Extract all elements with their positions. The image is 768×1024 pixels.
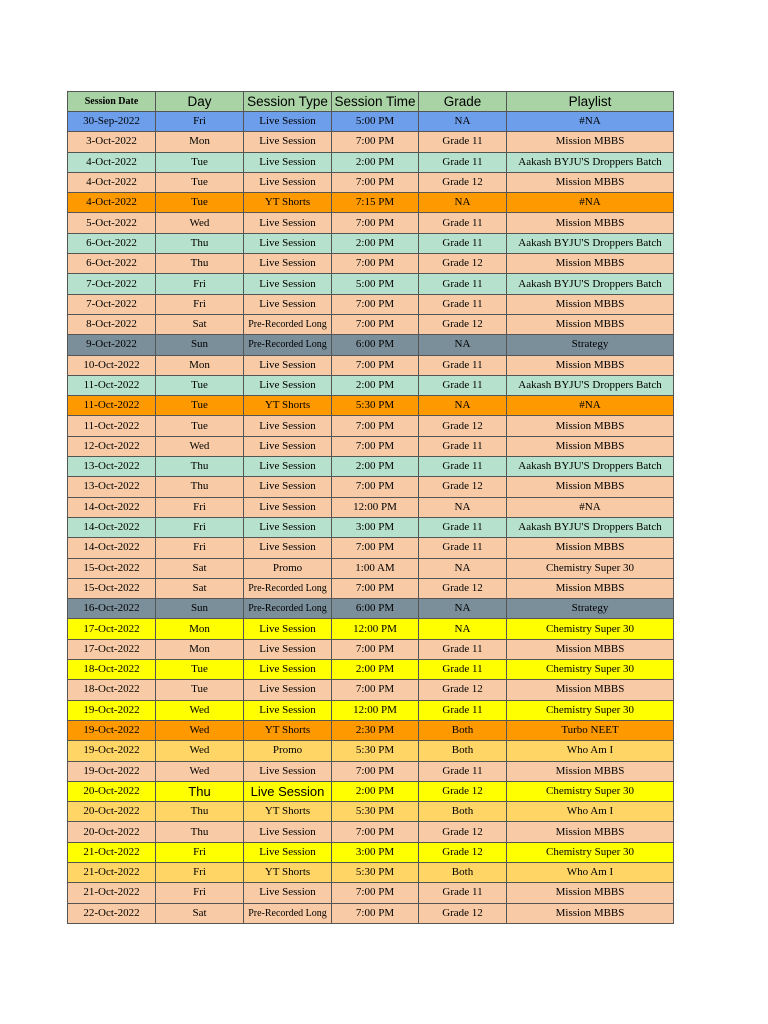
playlist-cell: #NA xyxy=(507,193,674,213)
session-date-cell: 5-Oct-2022 xyxy=(68,213,156,233)
session-date-cell: 17-Oct-2022 xyxy=(68,619,156,639)
session-time-cell: 7:00 PM xyxy=(332,416,419,436)
session-time-cell: 3:00 PM xyxy=(332,517,419,537)
session-time-cell: 6:00 PM xyxy=(332,335,419,355)
grade-cell: Grade 11 xyxy=(419,375,507,395)
session-time-cell: 7:00 PM xyxy=(332,294,419,314)
session-type-cell: Live Session xyxy=(244,375,332,395)
playlist-cell: Strategy xyxy=(507,599,674,619)
table-row xyxy=(68,355,674,375)
session-type-cell: Pre-Recorded Long xyxy=(244,314,332,334)
session-type-cell: YT Shorts xyxy=(244,396,332,416)
session-date-cell: 21-Oct-2022 xyxy=(68,883,156,903)
session-time-cell: 3:00 PM xyxy=(332,842,419,862)
day-cell: Sun xyxy=(156,599,244,619)
day-cell: Sat xyxy=(156,903,244,923)
session-time-cell: 7:15 PM xyxy=(332,193,419,213)
session-type-cell: Live Session xyxy=(244,842,332,862)
session-date-cell: 4-Oct-2022 xyxy=(68,193,156,213)
grade-cell: Grade 11 xyxy=(419,152,507,172)
column-header-day: Day xyxy=(156,92,244,112)
playlist-cell: Aakash BYJU'S Droppers Batch xyxy=(507,375,674,395)
day-cell: Mon xyxy=(156,619,244,639)
grade-cell: Grade 11 xyxy=(419,639,507,659)
table-row xyxy=(68,599,674,619)
session-date-cell: 22-Oct-2022 xyxy=(68,903,156,923)
session-time-cell: 12:00 PM xyxy=(332,497,419,517)
day-cell: Sun xyxy=(156,335,244,355)
session-time-cell: 2:00 PM xyxy=(332,660,419,680)
playlist-cell: Turbo NEET xyxy=(507,720,674,740)
day-cell: Wed xyxy=(156,436,244,456)
session-time-cell: 2:00 PM xyxy=(332,375,419,395)
grade-cell: Grade 11 xyxy=(419,294,507,314)
session-date-cell: 13-Oct-2022 xyxy=(68,477,156,497)
session-time-cell: 7:00 PM xyxy=(332,355,419,375)
session-time-cell: 7:00 PM xyxy=(332,314,419,334)
grade-cell: NA xyxy=(419,558,507,578)
session-date-cell: 7-Oct-2022 xyxy=(68,294,156,314)
session-date-cell: 17-Oct-2022 xyxy=(68,639,156,659)
playlist-cell: Mission MBBS xyxy=(507,761,674,781)
session-schedule-table xyxy=(67,91,674,924)
session-date-cell: 20-Oct-2022 xyxy=(68,802,156,822)
day-cell: Thu xyxy=(156,233,244,253)
session-date-cell: 13-Oct-2022 xyxy=(68,457,156,477)
session-date-cell: 21-Oct-2022 xyxy=(68,862,156,882)
table-row xyxy=(68,700,674,720)
session-type-cell: Live Session xyxy=(244,112,332,132)
session-date-cell: 15-Oct-2022 xyxy=(68,578,156,598)
session-date-cell: 21-Oct-2022 xyxy=(68,842,156,862)
session-date-cell: 12-Oct-2022 xyxy=(68,436,156,456)
grade-cell: Grade 12 xyxy=(419,172,507,192)
table-row xyxy=(68,802,674,822)
playlist-cell: Mission MBBS xyxy=(507,254,674,274)
table-row xyxy=(68,213,674,233)
session-time-cell: 5:00 PM xyxy=(332,274,419,294)
table-row xyxy=(68,842,674,862)
session-type-cell: Live Session xyxy=(244,457,332,477)
grade-cell: Grade 12 xyxy=(419,578,507,598)
playlist-cell: Aakash BYJU'S Droppers Batch xyxy=(507,152,674,172)
session-type-cell: Live Session xyxy=(244,172,332,192)
playlist-cell: #NA xyxy=(507,396,674,416)
playlist-cell: #NA xyxy=(507,497,674,517)
table-row xyxy=(68,233,674,253)
session-date-cell: 18-Oct-2022 xyxy=(68,660,156,680)
table-row xyxy=(68,436,674,456)
grade-cell: Both xyxy=(419,720,507,740)
column-header-session-time: Session Time xyxy=(332,92,419,112)
day-cell: Fri xyxy=(156,842,244,862)
session-time-cell: 2:30 PM xyxy=(332,720,419,740)
table-row xyxy=(68,294,674,314)
session-time-cell: 2:00 PM xyxy=(332,457,419,477)
day-cell: Tue xyxy=(156,193,244,213)
session-type-cell: Live Session xyxy=(244,639,332,659)
grade-cell: Grade 11 xyxy=(419,883,507,903)
day-cell: Fri xyxy=(156,862,244,882)
table-row xyxy=(68,578,674,598)
session-date-cell: 19-Oct-2022 xyxy=(68,700,156,720)
session-date-cell: 4-Oct-2022 xyxy=(68,152,156,172)
column-header-playlist: Playlist xyxy=(507,92,674,112)
session-time-cell: 2:00 PM xyxy=(332,233,419,253)
column-header-grade: Grade xyxy=(419,92,507,112)
session-date-cell: 11-Oct-2022 xyxy=(68,396,156,416)
session-type-cell: Pre-Recorded Long xyxy=(244,903,332,923)
day-cell: Wed xyxy=(156,700,244,720)
day-cell: Fri xyxy=(156,274,244,294)
session-time-cell: 7:00 PM xyxy=(332,639,419,659)
table-row xyxy=(68,375,674,395)
day-cell: Thu xyxy=(156,457,244,477)
playlist-cell: Mission MBBS xyxy=(507,416,674,436)
table-row xyxy=(68,822,674,842)
table-row xyxy=(68,680,674,700)
session-type-cell: Live Session xyxy=(244,213,332,233)
playlist-cell: Mission MBBS xyxy=(507,538,674,558)
playlist-cell: Mission MBBS xyxy=(507,172,674,192)
grade-cell: Grade 11 xyxy=(419,457,507,477)
session-type-cell: Live Session xyxy=(244,355,332,375)
session-type-cell: Live Session xyxy=(244,660,332,680)
session-date-cell: 9-Oct-2022 xyxy=(68,335,156,355)
session-time-cell: 7:00 PM xyxy=(332,538,419,558)
column-header-session-type: Session Type xyxy=(244,92,332,112)
session-date-cell: 15-Oct-2022 xyxy=(68,558,156,578)
grade-cell: Grade 12 xyxy=(419,842,507,862)
session-type-cell: Pre-Recorded Long xyxy=(244,335,332,355)
day-cell: Thu xyxy=(156,477,244,497)
playlist-cell: #NA xyxy=(507,112,674,132)
day-cell: Thu xyxy=(156,822,244,842)
grade-cell: Grade 11 xyxy=(419,274,507,294)
grade-cell: NA xyxy=(419,599,507,619)
table-row xyxy=(68,660,674,680)
grade-cell: NA xyxy=(419,619,507,639)
session-date-cell: 14-Oct-2022 xyxy=(68,497,156,517)
grade-cell: Grade 11 xyxy=(419,538,507,558)
session-type-cell: Live Session xyxy=(244,700,332,720)
table-row xyxy=(68,639,674,659)
grade-cell: Grade 11 xyxy=(419,132,507,152)
playlist-cell: Chemistry Super 30 xyxy=(507,842,674,862)
table-row xyxy=(68,720,674,740)
table-row xyxy=(68,172,674,192)
day-cell: Tue xyxy=(156,416,244,436)
session-type-cell: Live Session xyxy=(244,538,332,558)
playlist-cell: Who Am I xyxy=(507,862,674,882)
session-date-cell: 8-Oct-2022 xyxy=(68,314,156,334)
session-time-cell: 2:00 PM xyxy=(332,152,419,172)
grade-cell: Grade 11 xyxy=(419,233,507,253)
grade-cell: Grade 12 xyxy=(419,680,507,700)
grade-cell: NA xyxy=(419,335,507,355)
playlist-cell: Chemistry Super 30 xyxy=(507,700,674,720)
playlist-cell: Chemistry Super 30 xyxy=(507,781,674,801)
table-row xyxy=(68,517,674,537)
day-cell: Tue xyxy=(156,680,244,700)
day-cell: Fri xyxy=(156,497,244,517)
grade-cell: Both xyxy=(419,802,507,822)
playlist-cell: Aakash BYJU'S Droppers Batch xyxy=(507,274,674,294)
day-cell: Tue xyxy=(156,375,244,395)
session-date-cell: 19-Oct-2022 xyxy=(68,741,156,761)
session-date-cell: 30-Sep-2022 xyxy=(68,112,156,132)
session-time-cell: 7:00 PM xyxy=(332,680,419,700)
session-time-cell: 7:00 PM xyxy=(332,436,419,456)
day-cell: Mon xyxy=(156,132,244,152)
session-time-cell: 7:00 PM xyxy=(332,477,419,497)
session-type-cell: Live Session xyxy=(244,294,332,314)
session-date-cell: 4-Oct-2022 xyxy=(68,172,156,192)
day-cell: Mon xyxy=(156,355,244,375)
session-type-cell: Live Session xyxy=(244,822,332,842)
day-cell: Wed xyxy=(156,720,244,740)
session-date-cell: 19-Oct-2022 xyxy=(68,720,156,740)
day-cell: Fri xyxy=(156,883,244,903)
session-type-cell: YT Shorts xyxy=(244,720,332,740)
day-cell: Thu xyxy=(156,802,244,822)
day-cell: Fri xyxy=(156,538,244,558)
day-cell: Thu xyxy=(156,254,244,274)
session-time-cell: 7:00 PM xyxy=(332,578,419,598)
playlist-cell: Mission MBBS xyxy=(507,883,674,903)
grade-cell: Grade 11 xyxy=(419,436,507,456)
grade-cell: NA xyxy=(419,193,507,213)
table-row xyxy=(68,558,674,578)
playlist-cell: Who Am I xyxy=(507,741,674,761)
day-cell: Sat xyxy=(156,578,244,598)
playlist-cell: Mission MBBS xyxy=(507,314,674,334)
grade-cell: Grade 12 xyxy=(419,254,507,274)
table-row xyxy=(68,335,674,355)
session-date-cell: 20-Oct-2022 xyxy=(68,781,156,801)
playlist-cell: Mission MBBS xyxy=(507,822,674,842)
day-cell: Mon xyxy=(156,639,244,659)
session-time-cell: 5:30 PM xyxy=(332,741,419,761)
playlist-cell: Strategy xyxy=(507,335,674,355)
session-type-cell: Live Session xyxy=(244,477,332,497)
table-row xyxy=(68,903,674,923)
session-time-cell: 1:00 AM xyxy=(332,558,419,578)
grade-cell: Grade 11 xyxy=(419,761,507,781)
session-time-cell: 7:00 PM xyxy=(332,883,419,903)
session-time-cell: 6:00 PM xyxy=(332,599,419,619)
session-date-cell: 7-Oct-2022 xyxy=(68,274,156,294)
session-time-cell: 7:00 PM xyxy=(332,172,419,192)
grade-cell: Both xyxy=(419,741,507,761)
playlist-cell: Mission MBBS xyxy=(507,132,674,152)
day-cell: Thu xyxy=(156,781,244,801)
playlist-cell: Mission MBBS xyxy=(507,578,674,598)
session-type-cell: Live Session xyxy=(244,497,332,517)
session-date-cell: 19-Oct-2022 xyxy=(68,761,156,781)
schedule-body xyxy=(68,112,674,924)
session-date-cell: 11-Oct-2022 xyxy=(68,375,156,395)
session-time-cell: 7:00 PM xyxy=(332,903,419,923)
grade-cell: Grade 12 xyxy=(419,314,507,334)
day-cell: Wed xyxy=(156,213,244,233)
day-cell: Tue xyxy=(156,172,244,192)
session-type-cell: Live Session xyxy=(244,233,332,253)
session-time-cell: 5:30 PM xyxy=(332,802,419,822)
grade-cell: Grade 12 xyxy=(419,781,507,801)
session-date-cell: 3-Oct-2022 xyxy=(68,132,156,152)
session-date-cell: 18-Oct-2022 xyxy=(68,680,156,700)
grade-cell: NA xyxy=(419,396,507,416)
table-row xyxy=(68,883,674,903)
table-row xyxy=(68,619,674,639)
header-row xyxy=(68,92,674,112)
table-row xyxy=(68,314,674,334)
playlist-cell: Chemistry Super 30 xyxy=(507,660,674,680)
day-cell: Fri xyxy=(156,112,244,132)
column-header-session-date: Session Date xyxy=(68,92,156,112)
session-type-cell: YT Shorts xyxy=(244,193,332,213)
session-date-cell: 6-Oct-2022 xyxy=(68,254,156,274)
day-cell: Tue xyxy=(156,660,244,680)
grade-cell: Grade 12 xyxy=(419,477,507,497)
grade-cell: NA xyxy=(419,112,507,132)
session-date-cell: 10-Oct-2022 xyxy=(68,355,156,375)
table-row xyxy=(68,152,674,172)
table-row xyxy=(68,781,674,801)
table-row xyxy=(68,741,674,761)
session-time-cell: 12:00 PM xyxy=(332,700,419,720)
session-type-cell: Live Session xyxy=(244,680,332,700)
playlist-cell: Mission MBBS xyxy=(507,213,674,233)
table-row xyxy=(68,396,674,416)
table-row xyxy=(68,112,674,132)
session-time-cell: 7:00 PM xyxy=(332,822,419,842)
playlist-cell: Mission MBBS xyxy=(507,477,674,497)
session-type-cell: Pre-Recorded Long xyxy=(244,599,332,619)
playlist-cell: Chemistry Super 30 xyxy=(507,558,674,578)
session-type-cell: Promo xyxy=(244,741,332,761)
grade-cell: NA xyxy=(419,497,507,517)
table-row xyxy=(68,497,674,517)
session-time-cell: 2:00 PM xyxy=(332,781,419,801)
grade-cell: Grade 12 xyxy=(419,822,507,842)
session-time-cell: 5:30 PM xyxy=(332,862,419,882)
session-time-cell: 5:00 PM xyxy=(332,112,419,132)
grade-cell: Grade 11 xyxy=(419,660,507,680)
session-date-cell: 6-Oct-2022 xyxy=(68,233,156,253)
session-time-cell: 7:00 PM xyxy=(332,254,419,274)
session-date-cell: 20-Oct-2022 xyxy=(68,822,156,842)
session-type-cell: Live Session xyxy=(244,254,332,274)
playlist-cell: Mission MBBS xyxy=(507,294,674,314)
day-cell: Fri xyxy=(156,294,244,314)
session-time-cell: 7:00 PM xyxy=(332,213,419,233)
session-type-cell: Live Session xyxy=(244,517,332,537)
playlist-cell: Aakash BYJU'S Droppers Batch xyxy=(507,517,674,537)
day-cell: Fri xyxy=(156,517,244,537)
session-time-cell: 7:00 PM xyxy=(332,132,419,152)
session-type-cell: Live Session xyxy=(244,883,332,903)
playlist-cell: Mission MBBS xyxy=(507,436,674,456)
session-type-cell: YT Shorts xyxy=(244,862,332,882)
table-row xyxy=(68,457,674,477)
table-row xyxy=(68,416,674,436)
playlist-cell: Mission MBBS xyxy=(507,680,674,700)
session-time-cell: 5:30 PM xyxy=(332,396,419,416)
table-row xyxy=(68,862,674,882)
grade-cell: Grade 11 xyxy=(419,517,507,537)
table-row xyxy=(68,193,674,213)
grade-cell: Grade 12 xyxy=(419,903,507,923)
session-type-cell: Live Session xyxy=(244,619,332,639)
session-date-cell: 16-Oct-2022 xyxy=(68,599,156,619)
session-date-cell: 11-Oct-2022 xyxy=(68,416,156,436)
day-cell: Sat xyxy=(156,314,244,334)
table-row xyxy=(68,274,674,294)
grade-cell: Grade 12 xyxy=(419,416,507,436)
day-cell: Wed xyxy=(156,741,244,761)
session-date-cell: 14-Oct-2022 xyxy=(68,538,156,558)
session-type-cell: Live Session xyxy=(244,152,332,172)
session-type-cell: Live Session xyxy=(244,416,332,436)
playlist-cell: Chemistry Super 30 xyxy=(507,619,674,639)
session-type-cell: Live Session xyxy=(244,781,332,801)
playlist-cell: Aakash BYJU'S Droppers Batch xyxy=(507,233,674,253)
session-type-cell: YT Shorts xyxy=(244,802,332,822)
grade-cell: Grade 11 xyxy=(419,213,507,233)
table-row xyxy=(68,132,674,152)
playlist-cell: Mission MBBS xyxy=(507,355,674,375)
session-time-cell: 7:00 PM xyxy=(332,761,419,781)
table-row xyxy=(68,477,674,497)
grade-cell: Grade 11 xyxy=(419,355,507,375)
session-type-cell: Live Session xyxy=(244,274,332,294)
session-type-cell: Live Session xyxy=(244,132,332,152)
table-row xyxy=(68,538,674,558)
grade-cell: Both xyxy=(419,862,507,882)
grade-cell: Grade 11 xyxy=(419,700,507,720)
day-cell: Wed xyxy=(156,761,244,781)
playlist-cell: Who Am I xyxy=(507,802,674,822)
session-type-cell: Pre-Recorded Long xyxy=(244,578,332,598)
session-type-cell: Live Session xyxy=(244,761,332,781)
day-cell: Tue xyxy=(156,152,244,172)
table-row xyxy=(68,761,674,781)
playlist-cell: Mission MBBS xyxy=(507,639,674,659)
session-date-cell: 14-Oct-2022 xyxy=(68,517,156,537)
session-time-cell: 12:00 PM xyxy=(332,619,419,639)
session-type-cell: Live Session xyxy=(244,436,332,456)
day-cell: Tue xyxy=(156,396,244,416)
table-row xyxy=(68,254,674,274)
session-type-cell: Promo xyxy=(244,558,332,578)
playlist-cell: Mission MBBS xyxy=(507,903,674,923)
day-cell: Sat xyxy=(156,558,244,578)
playlist-cell: Aakash BYJU'S Droppers Batch xyxy=(507,457,674,477)
